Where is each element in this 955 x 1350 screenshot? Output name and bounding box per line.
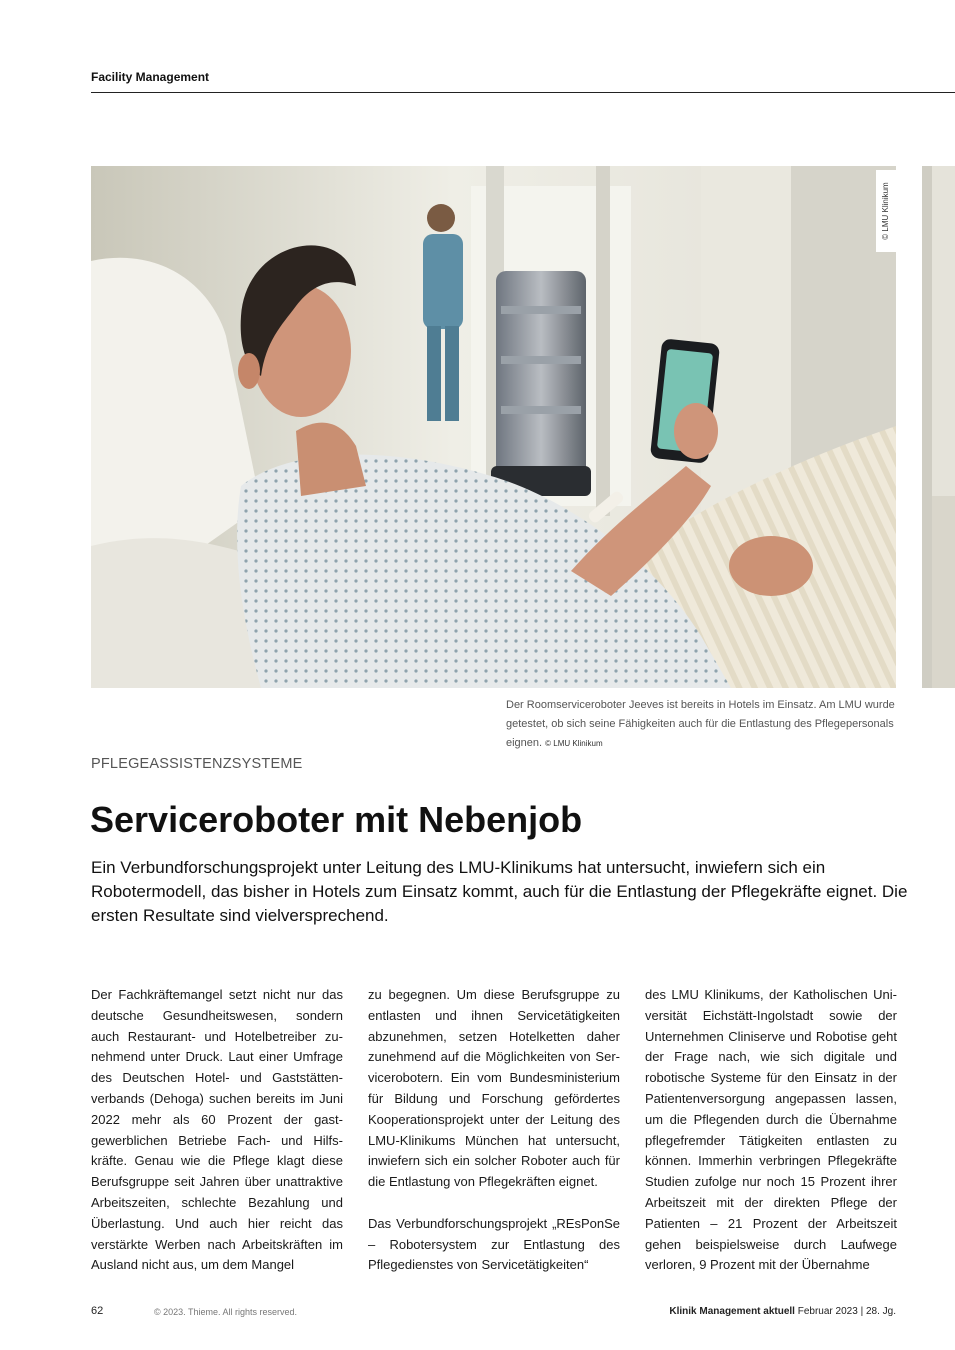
journal-issue: Februar 2023	[797, 1306, 858, 1317]
body-paragraph: zu begegnen. Um diese Berufsgruppe zu entlasten und ihnen Servicetätigkeiten abzunehmen, setzen Hotelketten daher zunehmend auf die Möglichkeiten von Servicerobotern. Ein vom Bundesministerium für Bildung und Forschung gefördertes Kooperationsprojekt unter der Leitung des LMU-Klinikums München hat untersucht, inwiefern sich ein solcher Roboter auch für die Entlastung von Pflegekräften eignet.	[368, 987, 620, 1190]
photo-credit-vertical: © LMU Klinikum	[881, 182, 890, 240]
body-column-1	[91, 985, 343, 1276]
body-paragraph: des LMU Klinikums, der Katholischen Universität Eichstätt-Ingolstadt sowie der Unternehmen Cliniserve und Robotise geht der Frage nach, wie sich digitale und robotische Systeme für den Einsatz in der Patientenversorgung angepassen lassen, um die Pflegenden durch die Übernahme pflegefremder Tätigkeiten entlasten zu können. Immerhin verbringen Pflegekräfte Studien zufolge nur noch 15 Prozent ihrer Arbeitszeit mit der direkten Pflege der Patienten – 21 Prozent der Arbeitszeit gehen beispielsweise durch Laufwege verloren, 9 Prozent mit der Übernahme	[645, 987, 897, 1273]
body-paragraph: Das Verbundforschungsprojekt „REsPonSe – Robotersystem zur Entlastung des Pflegedienstes von Servicetätigkeiten“	[368, 1215, 620, 1273]
photo-caption	[506, 696, 898, 753]
journal-name: Klinik Management aktuell	[669, 1306, 795, 1317]
body-column-3	[645, 985, 897, 1276]
article-title: Serviceroboter mit Nebenjob	[90, 799, 583, 840]
journal-separator: |	[860, 1306, 864, 1317]
photo-caption-text: Der Roomserviceroboter Jeeves ist bereits in Hotels im Einsatz. Am LMU wurde getestet, ob sich seine Fähigkeiten auch für die Entlastung des Pflegepersonals eignen.	[506, 699, 895, 749]
section-header: Facility Management	[91, 70, 210, 84]
body-paragraph: Der Fachkräftemangel setzt nicht nur das deutsche Gesundheitswesen, sondern auch Restaurant- und Hotelbetreiber zunehmend unter Druck. Laut einer Umfrage des Deutschen Hotel- und Gaststättenverbands (Dehoga) suchen bereits im Juni 2022 mehr als 60 Prozent der gastgewerblichen Betriebe Fach- und Hilfskräfte. Genau wie die Pflege klagt diese Berufsgruppe seit Jahren über unattraktive Arbeitszeiten, schlechte Bezahlung und Überlastung. Und auch hier reicht das verstärkte Werben nach Arbeitskräften im Ausland nicht aus, um dem Mangel	[91, 987, 343, 1273]
header-divider	[91, 92, 955, 93]
lead-paragraph: Ein Verbundforschungsprojekt unter Leitung des LMU-Klinikums hat untersucht, inwiefern sich ein Robotermodell, das bisher in Hotels zum Einsatz kommt, auch für die Entlastung der Pflegekräfte eignet. Die ersten Resultate sind vielversprechend.	[91, 858, 908, 925]
copyright-notice: © 2023. Thieme. All rights reserved.	[154, 1307, 298, 1317]
photo-caption-credit: © LMU Klinikum	[545, 739, 603, 748]
journal-volume: 28. Jg.	[865, 1306, 896, 1317]
article-kicker: PFLEGEASSISTENZSYSTEME	[91, 756, 303, 772]
article-photo	[91, 166, 896, 688]
page-number: 62	[91, 1305, 104, 1317]
body-column-2	[368, 985, 620, 1276]
adjacent-photo-edge	[922, 166, 955, 688]
journal-info	[669, 1306, 896, 1317]
